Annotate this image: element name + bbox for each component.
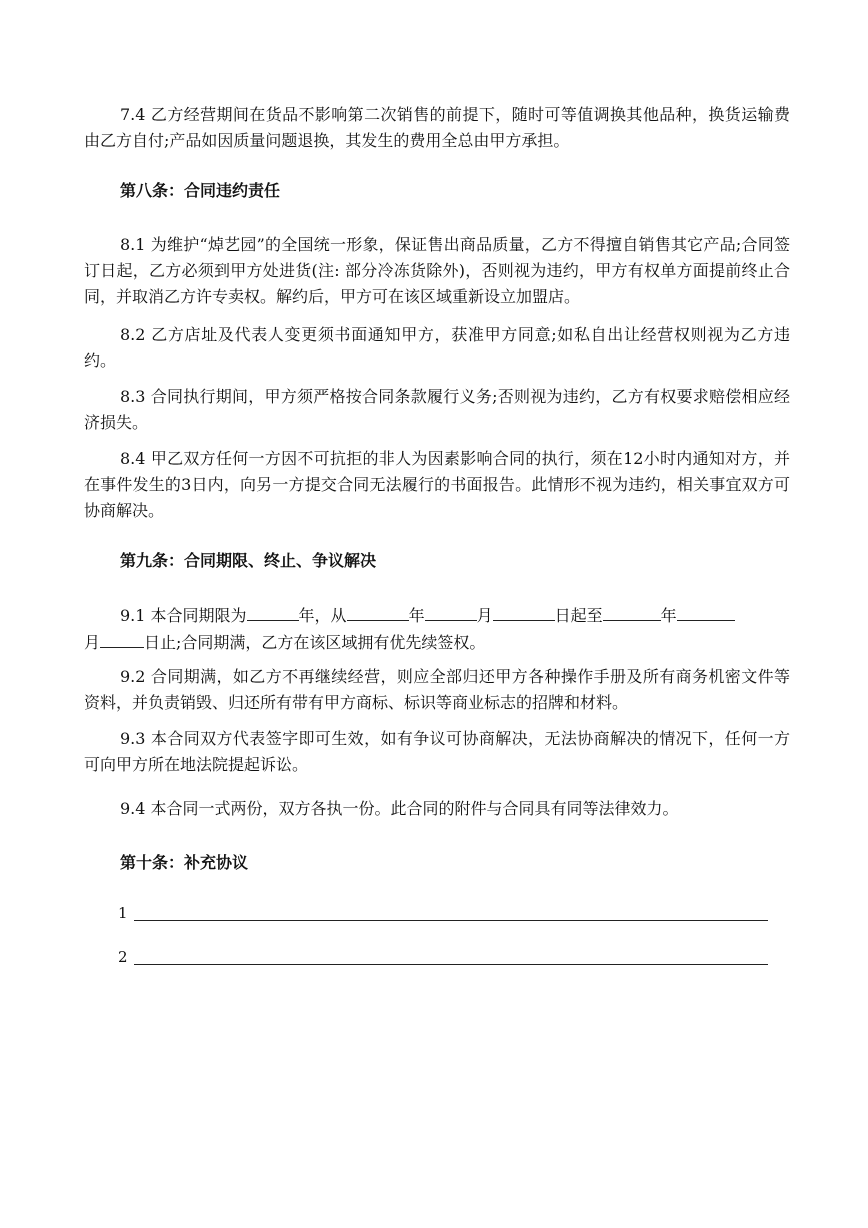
start-day-blank: [493, 602, 555, 621]
clause-9-1-text: 9.1 本合同期限为: [120, 606, 247, 625]
start-year-blank: [347, 602, 409, 621]
clause-9-1-text: 日止;合同期满，乙方在该区域拥有优先续签权。: [144, 633, 486, 652]
clause-9-2: 9.2 合同期满，如乙方不再继续经营，则应全部归还甲方各种操作手册及所有商务机密文件等资料，并负责销毁、归还所有带有甲方商标、标识等商业标志的招牌和材料。: [84, 667, 790, 712]
supplement-line-number: 2: [118, 948, 128, 966]
end-year-blank: [603, 602, 661, 621]
clause-9-3: 9.3 本合同双方代表签字即可生效，如有争议可协商解决，无法协商解决的情况下，任何一方可向甲方所在地法院提起诉讼。: [84, 729, 790, 774]
clause-8-2: 8.2 乙方店址及代表人变更须书面通知甲方，获准甲方同意;如私自出让经营权则视为乙方违约。: [84, 325, 790, 370]
supplement-blank-line: [134, 964, 768, 965]
start-month-blank: [425, 602, 477, 621]
section-10-title: 第十条：补充协议: [120, 853, 249, 872]
clause-9-1-text: 年: [408, 606, 425, 625]
clause-9-1-text: 年，从: [298, 606, 347, 625]
clause-9-1-text: 月: [84, 633, 101, 652]
supplement-blank-line: [134, 920, 768, 921]
clause-9-4: 9.4 本合同一式两份，双方各执一份。此合同的附件与合同具有同等法律效力。: [120, 799, 679, 818]
supplement-line-number: 1: [118, 904, 128, 922]
end-day-blank: [100, 629, 144, 648]
supplement-line-2: [118, 944, 768, 970]
section-8-title: 第八条：合同违约责任: [120, 181, 281, 200]
clause-9-1-text: 日起至: [554, 606, 603, 625]
section-9-title: 第九条：合同期限、终止、争议解决: [120, 551, 377, 570]
clause-9-1: [84, 602, 790, 656]
clause-9-1-text: 月: [476, 606, 493, 625]
term-years-blank: [247, 602, 299, 621]
clause-8-3: 8.3 合同执行期间，甲方须严格按合同条款履行义务;否则视为违约，乙方有权要求赔偿相应经济损失。: [84, 387, 790, 432]
clause-9-1-text: 年: [660, 606, 677, 625]
clause-7-4: 7.4 乙方经营期间在货品不影响第二次销售的前提下，随时可等值调换其他品种，换货运输费由乙方自付;产品如因质量问题退换，其发生的费用全总由甲方承担。: [84, 105, 790, 150]
clause-8-4: 8.4 甲乙双方任何一方因不可抗拒的非人为因素影响合同的执行，须在12小时内通知对方，并在事件发生的3日内，向另一方提交合同无法履行的书面报告。此情形不视为违约，相关事宜双方可协商解决。: [84, 449, 790, 520]
end-year-extra-blank: [677, 602, 735, 621]
supplement-line-1: [118, 900, 768, 926]
clause-8-1: 8.1 为维护“焯艺园”的全国统一形象，保证售出商品质量，乙方不得擅自销售其它产品;合同签订日起，乙方必须到甲方处进货(注: 部分冷冻货除外)，否则视为违约，甲方有权单方面提前终止合同，并取消乙方许专卖权。解约后，甲方可在该区域重新设立加盟店。: [84, 235, 790, 306]
